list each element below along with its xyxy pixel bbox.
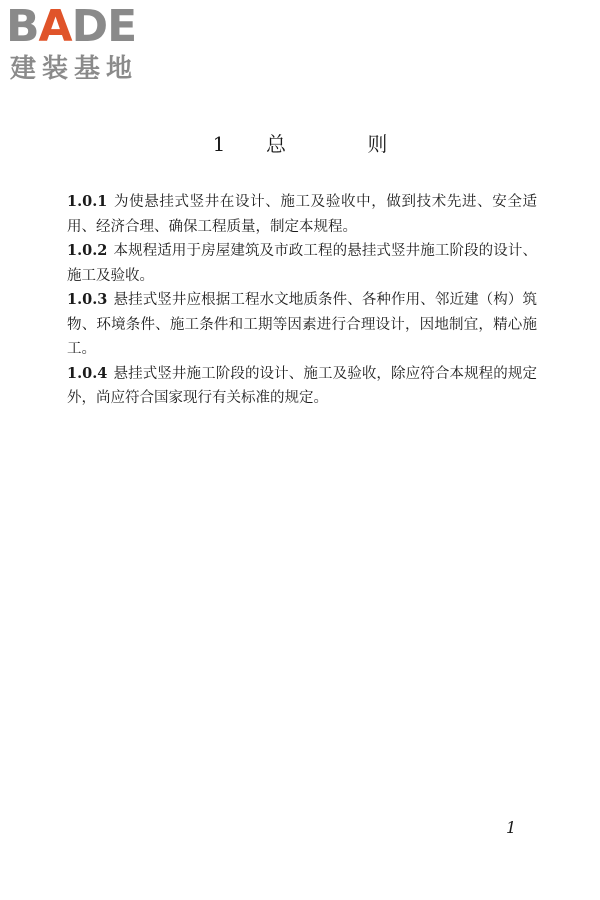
bade-logo (6, 2, 176, 88)
clause-text: 悬挂式竖井施工阶段的设计、施工及验收，除应符合本规程的规定外，尚应符合国家现行有关标准的规定。 (67, 365, 537, 406)
clause-1-0-4 (67, 362, 537, 411)
logo-subtitle: 建装基地 (10, 54, 139, 84)
logo-wordmark (6, 2, 136, 52)
clause-number: 1.0.3 (67, 291, 108, 308)
logo-letters-de: DE (71, 1, 137, 52)
clause-text: 为使悬挂式竖井在设计、施工及验收中，做到技术先进、安全适用、经济合理、确保工程质量，制定本规程。 (67, 194, 537, 235)
clause-text: 本规程适用于房屋建筑及市政工程的悬挂式竖井施工阶段的设计、施工及验收。 (67, 243, 537, 284)
clause-list (67, 190, 537, 411)
clause-1-0-2 (67, 239, 537, 288)
clause-1-0-1 (67, 190, 537, 239)
page-number: 1 (506, 818, 517, 837)
clause-number: 1.0.4 (67, 364, 108, 382)
logo-letter-a: A (38, 1, 72, 52)
chapter-title: 1 总 则 (212, 132, 388, 156)
logo-letter-b: B (6, 1, 39, 52)
clause-number: 1.0.2 (67, 242, 108, 259)
clause-1-0-3 (67, 288, 537, 362)
clause-text: 悬挂式竖井应根据工程水文地质条件、各种作用、邻近建（构）筑物、环境条件、施工条件和工期等因素进行合理设计，因地制宜，精心施工。 (67, 292, 537, 357)
clause-number: 1.0.1 (67, 193, 108, 210)
